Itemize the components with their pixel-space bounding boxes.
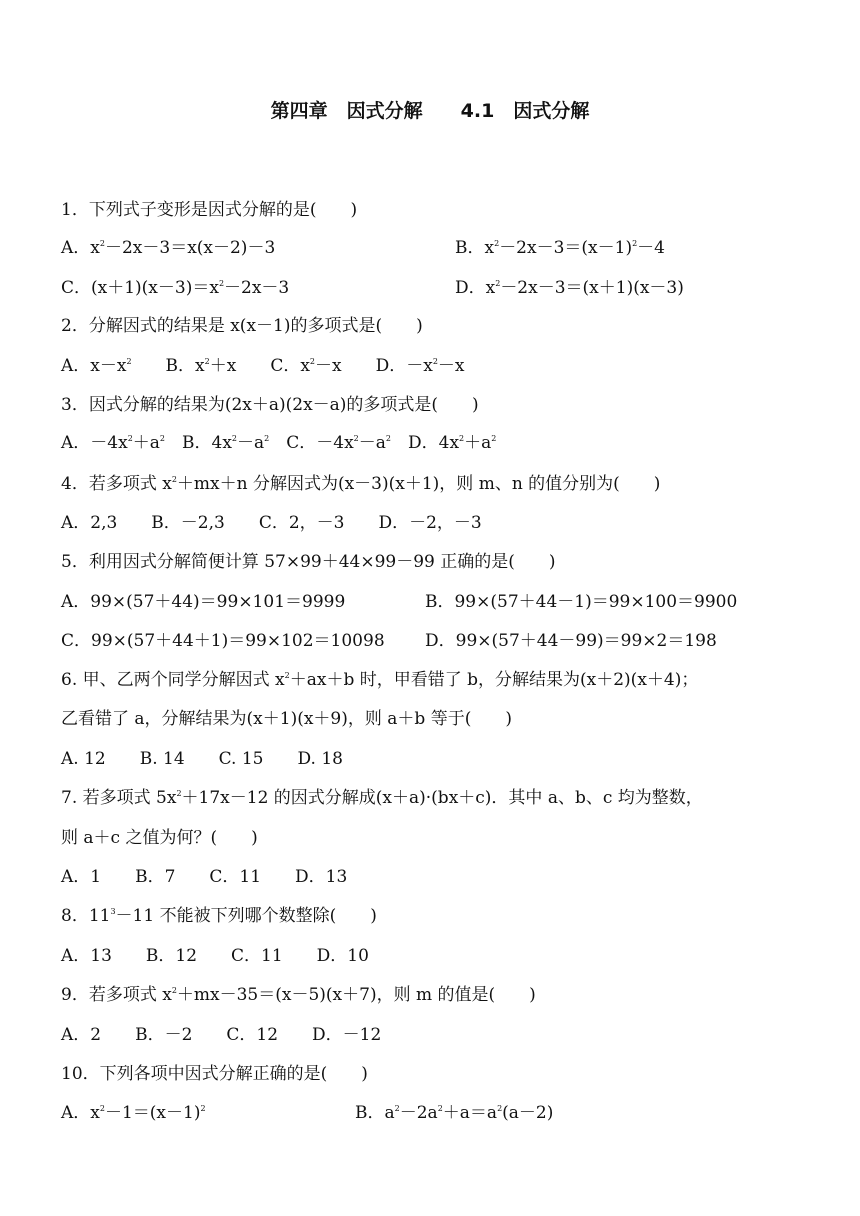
text-line: 7. 若多项式 $5x^2+17x-12$ 的因式分解成(x＋a)·(bx＋c)．其中 a、b、c 均为整数， bbox=[61, 788, 703, 808]
text-line: B．$a^2-2a^2+a=a^2(a-2)$ bbox=[355, 1103, 554, 1123]
text-line: 6. 甲、乙两个同学分解因式 $x^2+ax+b$ 时，甲看错了 b，分解结果为(x＋2)(x＋4)； bbox=[61, 670, 699, 690]
text-line: A．$x-x^2$ B．$x^2+x$ C．$x^2-x$ D．$-x^2-x$ bbox=[61, 356, 465, 376]
chapter-title: 第四章 因式分解 bbox=[270, 100, 423, 122]
text-line: 9．若多项式 $x^2+mx-35=(x-5)(x+7)$，则 m 的值是( ) bbox=[61, 985, 536, 1005]
text-line: C．99×(57＋44＋1)＝99×102＝10098 bbox=[61, 631, 385, 651]
text-line: 4．若多项式 $x^2+mx+n$ 分解因式为(x－3)(x＋1)，则 m、n 的值分别为( ) bbox=[61, 474, 661, 494]
section-title: 4.1 因式分解 bbox=[460, 100, 590, 122]
page-title bbox=[0, 96, 860, 123]
text-line: 乙看错了 a，分解结果为(x＋1)(x＋9)，则 a＋b 等于( ) bbox=[61, 709, 512, 729]
text-line: A．1 B．7 C．11 D．13 bbox=[61, 867, 348, 887]
text-line: A．13 B．12 C．11 D．10 bbox=[61, 946, 369, 966]
text-line: A．99×(57＋44)＝99×101＝9999 bbox=[61, 592, 346, 612]
text-line: A. 12 B. 14 C. 15 D. 18 bbox=[61, 749, 343, 769]
text-line: D．99×(57＋44－99)＝99×2＝198 bbox=[425, 631, 717, 651]
text-line: 3．因式分解的结果为(2x＋a)(2x－a)的多项式是( ) bbox=[61, 395, 479, 415]
text-line: A．2,3 B．－2,3 C．2，－3 D．－2，－3 bbox=[61, 513, 482, 533]
text-line: A．$-4x^2+a^2$ B．$4x^2-a^2$ C．$-4x^2-a^2$ D．$4x^2+a^2$ bbox=[61, 433, 497, 453]
text-line: 2．分解因式的结果是 x(x－1)的多项式是( ) bbox=[61, 316, 423, 336]
text-line: B．99×(57＋44－1)＝99×100＝9900 bbox=[425, 592, 738, 612]
text-line: 1．下列式子变形是因式分解的是( ) bbox=[61, 200, 358, 220]
text-line: A．$x^2-2x-3=x(x-2)-3$ bbox=[61, 238, 276, 258]
text-line: 8．$11^3-11$ 不能被下列哪个数整除( ) bbox=[61, 906, 377, 926]
text-line: A．$x^2-1=(x-1)^2$ bbox=[61, 1103, 206, 1123]
text-line: B．$x^2-2x-3=(x-1)^2-4$ bbox=[455, 238, 665, 258]
text-line: C．$(x+1)(x-3)=x^2-2x-3$ bbox=[61, 278, 290, 298]
text-line: 10．下列各项中因式分解正确的是( ) bbox=[61, 1064, 368, 1084]
text-line: A．2 B．－2 C．12 D．－12 bbox=[61, 1025, 382, 1045]
text-line: D．$x^2-2x-3=(x+1)(x-3)$ bbox=[455, 278, 684, 298]
text-line: 则 a＋c 之值为何？( ) bbox=[61, 828, 258, 848]
text-line: 5．利用因式分解简便计算 57×99＋44×99－99 正确的是( ) bbox=[61, 552, 556, 572]
